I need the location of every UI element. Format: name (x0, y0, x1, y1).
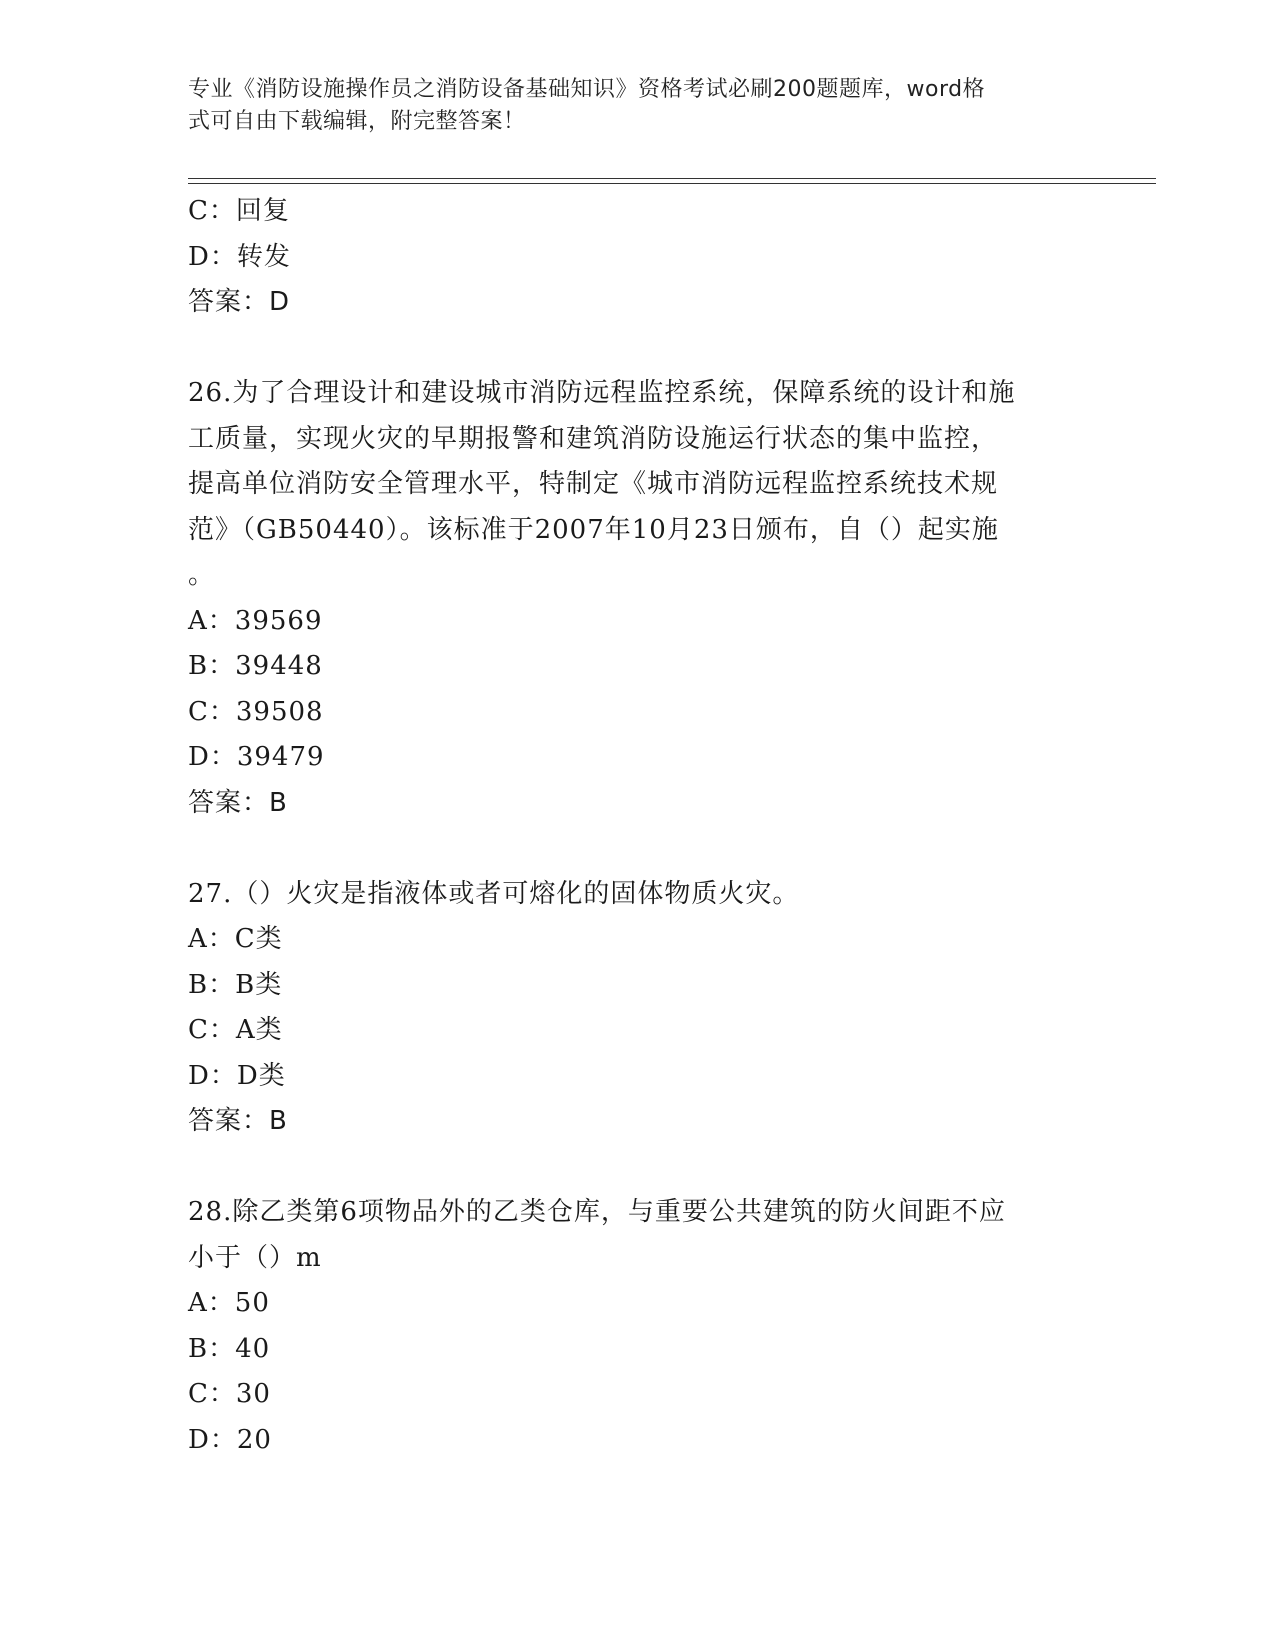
document-body (188, 189, 1088, 1463)
question-stem (188, 872, 1078, 918)
stem-line: 提高单位消防安全管理水平，特制定《城市消防远程监控系统技术规 (188, 469, 999, 499)
question-stem (188, 371, 1078, 599)
spacer (188, 826, 1088, 872)
stem-line: 小于（）m (188, 1242, 322, 1273)
option-d: D：20 (188, 1424, 272, 1455)
question-26 (188, 371, 1088, 826)
option-c: C：39508 (188, 696, 324, 727)
option-c: C：A类 (188, 1015, 283, 1045)
spacer (188, 326, 1088, 372)
option-d: D：D类 (188, 1060, 286, 1091)
stem-line: 26.为了合理设计和建设城市消防远程监控系统，保障系统的设计和施 (188, 378, 1016, 408)
question-27 (188, 872, 1088, 1145)
option-d: D：转发 (188, 241, 291, 272)
document-header (188, 74, 1088, 138)
option-a: A：C类 (188, 924, 283, 954)
question-stem (188, 1190, 1078, 1281)
header-line-1: 专业《消防设施操作员之消防设备基础知识》资格考试必刷200题题库，word格 (188, 77, 986, 102)
option-a: A：50 (188, 1288, 270, 1318)
option-b: B：39448 (188, 651, 323, 681)
answer-line: 答案：D (188, 287, 291, 317)
header-divider-bottom (188, 183, 1156, 184)
stem-line: 工质量，实现火灾的早期报警和建筑消防设施运行状态的集中监控， (188, 423, 999, 454)
spacer (188, 1145, 1088, 1191)
option-b: B：B类 (188, 969, 283, 1000)
header-line-2: 式可自由下载编辑，附完整答案！ (188, 109, 526, 134)
option-d: D：39479 (188, 742, 325, 772)
header-divider-top (188, 178, 1156, 179)
answer-line: 答案：B (188, 787, 288, 818)
stem-line: 27.（）火灾是指液体或者可熔化的固体物质火灾。 (188, 878, 800, 909)
stem-line: 范》（GB50440）。该标准于2007年10月23日颁布，自（）起实施 (188, 514, 999, 545)
stem-line: 28.除乙类第6项物品外的乙类仓库，与重要公共建筑的防火间距不应 (188, 1197, 1006, 1227)
previous-question-tail (188, 189, 1088, 326)
question-28 (188, 1190, 1088, 1463)
option-a: A：39569 (188, 605, 323, 636)
option-c: C：回复 (188, 196, 290, 226)
stem-line: 。 (188, 560, 216, 590)
option-c: C：30 (188, 1379, 271, 1409)
option-b: B：40 (188, 1333, 271, 1364)
answer-line: 答案：B (188, 1106, 288, 1136)
